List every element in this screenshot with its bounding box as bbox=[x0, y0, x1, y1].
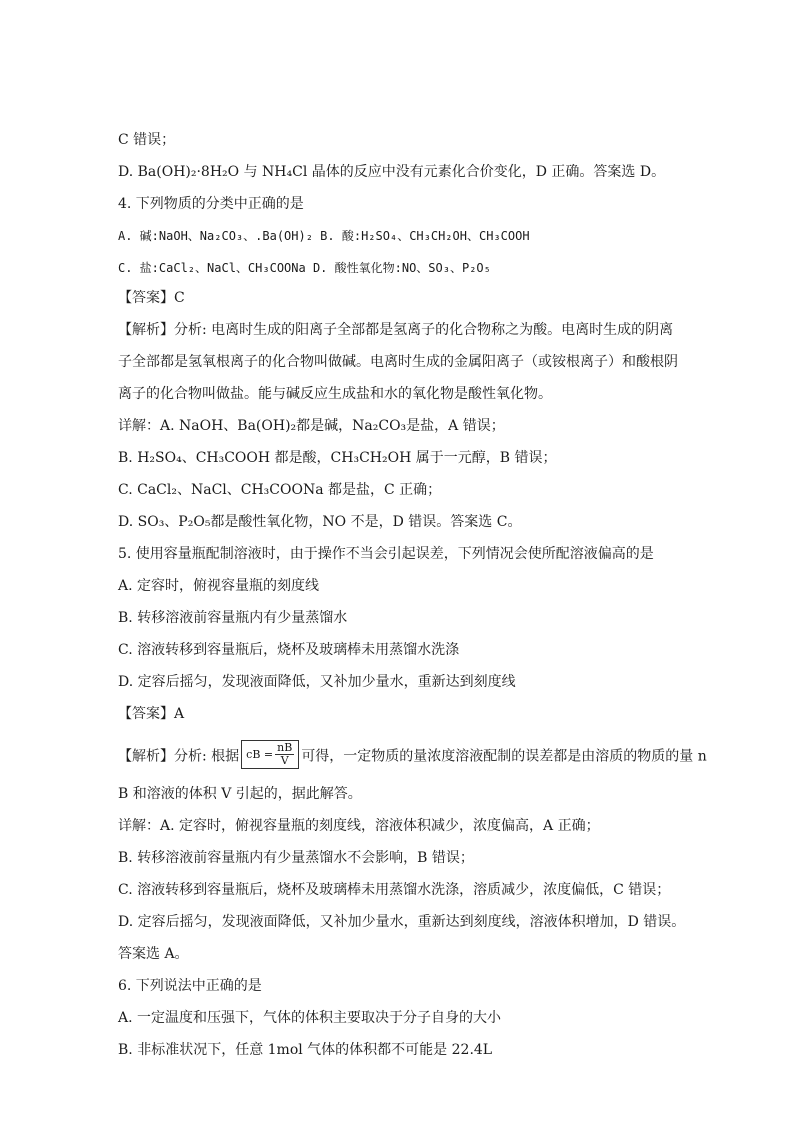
formula-numerator: nB bbox=[277, 741, 293, 754]
question-6-stem: 6. 下列说法中正确的是 bbox=[118, 978, 262, 994]
analysis-line: 离子的化合物叫做盐。能与碱反应生成盐和水的氧化物是酸性氧化物。 bbox=[118, 386, 552, 402]
analysis-prefix: 【解析】分析: 根据 bbox=[118, 748, 240, 765]
detail-line: 详解：A. 定容时，俯视容量瓶的刻度线，溶液体积减少，浓度偏高，A 正确； bbox=[118, 818, 600, 834]
question-5-option-a: A. 定容时，俯视容量瓶的刻度线 bbox=[118, 578, 320, 594]
concentration-formula bbox=[241, 740, 299, 769]
detail-line: C. CaCl₂、NaCl、CH₃COONa 都是盐，C 正确； bbox=[118, 482, 442, 498]
formula-lhs: cB = bbox=[246, 747, 274, 761]
question-5-option-b: B. 转移溶液前容量瓶内有少量蒸馏水 bbox=[118, 610, 348, 626]
answer-label: 【答案】C bbox=[118, 290, 185, 306]
question-6-option-a: A. 一定温度和压强下，气体的体积主要取决于分子自身的大小 bbox=[118, 1010, 502, 1026]
analysis-line: B 和溶液的体积 V 引起的，据此解答。 bbox=[118, 786, 362, 802]
answer-label: 【答案】A bbox=[118, 706, 185, 722]
detail-line: B. 转移溶液前容量瓶内有少量蒸馏水不会影响，B 错误； bbox=[118, 850, 474, 866]
answer-conclusion: 答案选 A。 bbox=[118, 946, 189, 962]
detail-line: B. H₂SO₄、CH₃COOH 都是酸，CH₃CH₂OH 属于一元醇，B 错误； bbox=[118, 450, 557, 466]
detail-line: 详解：A. NaOH、Ba(OH)₂都是碱，Na₂CO₃是盐，A 错误； bbox=[118, 418, 505, 434]
question-4-stem: 4. 下列物质的分类中正确的是 bbox=[118, 196, 304, 212]
question-4-options-cd: C. 盐:CaCl₂、NaCl、CH₃COONa D. 酸性氧化物:NO、SO₃、P₂O₅ bbox=[118, 261, 491, 275]
formula-fraction bbox=[275, 742, 294, 767]
formula-denominator: V bbox=[280, 754, 289, 767]
question-5-option-d: D. 定容后摇匀，发现液面降低，又补加少量水，重新达到刻度线 bbox=[118, 674, 516, 690]
text-line: D. Ba(OH)₂·8H₂O 与 NH₄Cl 晶体的反应中没有元素化合价变化，D 正确。答案选 D。 bbox=[118, 164, 666, 180]
analysis-formula-line bbox=[118, 741, 707, 771]
question-4-options-ab: A. 碱:NaOH、Na₂CO₃、.Ba(OH)₂ B. 酸:H₂SO₄、CH₃CH₂OH、CH₃COOH bbox=[118, 229, 530, 243]
text-line: C 错误； bbox=[118, 132, 176, 148]
detail-line: C. 溶液转移到容量瓶后，烧杯及玻璃棒未用蒸馏水洗涤，溶质减少，浓度偏低，C 错误； bbox=[118, 882, 671, 898]
question-6-option-b: B. 非标准状况下，任意 1mol 气体的体积都不可能是 22.4L bbox=[118, 1042, 493, 1058]
analysis-line: 【解析】分析: 电离时生成的阳离子全部都是氢离子的化合物称之为酸。电离时生成的阴离 bbox=[118, 322, 674, 338]
detail-line: D. SO₃、P₂O₅都是酸性氧化物，NO 不是，D 错误。答案选 C。 bbox=[118, 514, 522, 530]
question-5-stem: 5. 使用容量瓶配制溶液时，由于操作不当会引起误差，下列情况会使所配溶液偏高的是 bbox=[118, 546, 654, 562]
analysis-suffix: 可得，一定物质的量浓度溶液配制的误差都是由溶质的物质的量 n bbox=[301, 748, 707, 765]
analysis-line: 子全部都是氢氧根离子的化合物叫做碱。电离时生成的金属阳离子（或铵根离子）和酸根阴 bbox=[118, 354, 678, 370]
detail-line: D. 定容后摇匀，发现液面降低，又补加少量水，重新达到刻度线，溶液体积增加，D 错误。 bbox=[118, 914, 686, 930]
question-5-option-c: C. 溶液转移到容量瓶后，烧杯及玻璃棒未用蒸馏水洗涤 bbox=[118, 642, 460, 658]
